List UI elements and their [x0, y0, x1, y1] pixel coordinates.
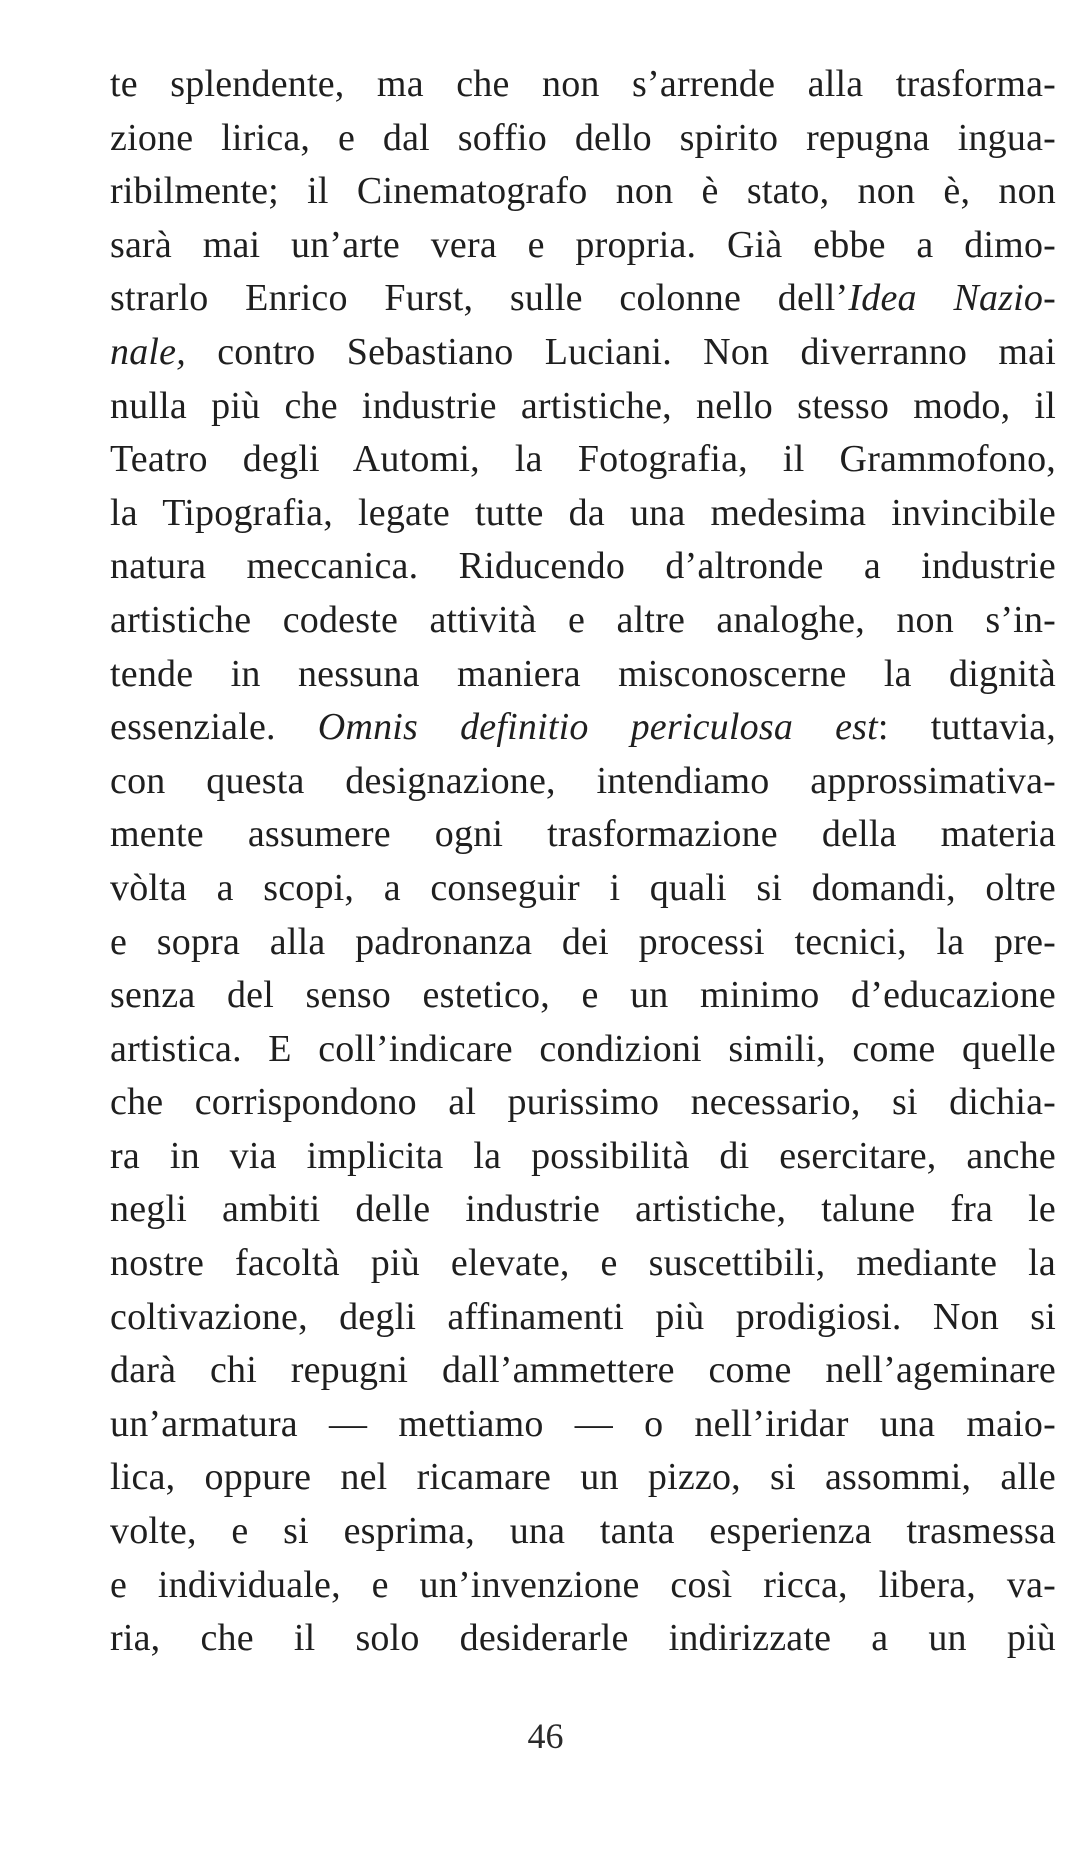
text-span: un’armatura — mettiamo — o nell’iridar una maio-	[110, 1402, 1056, 1445]
text-span: zione lirica, e dal soffio dello spirito repugna ingua-	[110, 116, 1056, 159]
text-line	[110, 969, 1056, 1023]
text-line	[110, 272, 1056, 326]
italic-text-span: nale,	[110, 330, 186, 373]
text-line	[110, 1076, 1056, 1130]
text-span: te splendente, ma che non s’arrende alla trasforma-	[110, 63, 1056, 105]
text-span: sarà mai un’arte vera e propria. Già ebbe a dimo-	[110, 223, 1056, 266]
text-span: nostre facoltà più elevate, e suscettibili, mediante la	[110, 1242, 1056, 1285]
text-span: e sopra alla padronanza dei processi tecnici, la pre-	[110, 920, 1056, 963]
text-span: Teatro degli Automi, la Fotografia, il Grammofono,	[110, 438, 1056, 481]
text-line	[110, 487, 1056, 541]
text-line	[110, 648, 1056, 702]
text-line	[110, 540, 1056, 594]
text-span: la Tipografia, legate tutte da una medesima invincibile	[110, 491, 1056, 534]
text-line	[110, 165, 1056, 219]
text-span: vòlta a scopi, a conseguir i quali si domandi, oltre	[110, 866, 1056, 909]
text-line	[110, 701, 1056, 755]
text-line	[110, 1291, 1056, 1345]
text-line	[110, 1612, 1056, 1666]
text-line	[110, 808, 1056, 862]
text-line	[110, 755, 1056, 809]
body-text	[110, 58, 1056, 1666]
italic-text-span: Omnis definitio periculosa est	[317, 706, 878, 749]
text-span: contro Sebastiano Luciani. Non diverranno mai	[185, 330, 1056, 373]
text-line	[110, 1183, 1056, 1237]
text-line	[110, 380, 1056, 434]
text-line	[110, 862, 1056, 916]
text-span: natura meccanica. Riducendo d’altronde a industrie	[110, 545, 1056, 588]
text-span: lica, oppure nel ricamare un pizzo, si assommi, alle	[110, 1456, 1056, 1499]
text-span: artistiche codeste attività e altre analoghe, non s’in-	[110, 598, 1056, 641]
text-line	[110, 1398, 1056, 1452]
text-line	[110, 1559, 1056, 1613]
page-number: 46	[527, 1716, 564, 1756]
text-line	[110, 58, 1056, 112]
text-line	[110, 1023, 1056, 1077]
text-line	[110, 916, 1056, 970]
text-span: volte, e si esprima, una tanta esperienza trasmessa	[110, 1510, 1056, 1553]
text-span: nulla più che industrie artistiche, nello stesso modo, il	[110, 384, 1056, 427]
text-span: darà chi repugni dall’ammettere come nell’ageminare	[110, 1349, 1056, 1392]
text-span: coltivazione, degli affinamenti più prodigiosi. Non si	[110, 1295, 1056, 1338]
text-span: ra in via implicita la possibilità di esercitare, anche	[110, 1134, 1056, 1177]
text-span: con questa designazione, intendiamo approssimativa-	[110, 759, 1056, 802]
text-line	[110, 1130, 1056, 1184]
text-line	[110, 594, 1056, 648]
text-line	[110, 112, 1056, 166]
text-line	[110, 219, 1056, 273]
text-span: essenziale.	[110, 706, 318, 749]
text-line	[110, 326, 1056, 380]
text-line	[110, 1237, 1056, 1291]
text-span: senza del senso estetico, e un minimo d’educazione	[110, 974, 1056, 1017]
text-span: tende in nessuna maniera misconoscerne la dignità	[110, 652, 1056, 695]
text-line	[110, 1505, 1056, 1559]
text-span: che corrispondono al purissimo necessario, si dichia-	[110, 1081, 1056, 1124]
text-line	[110, 1344, 1056, 1398]
text-span: strarlo Enrico Furst, sulle colonne dell’	[110, 277, 849, 320]
text-span: ria, che il solo desiderarle indirizzate a un più	[110, 1617, 1056, 1660]
text-span: ribilmente; il Cinematografo non è stato, non è, non	[110, 170, 1056, 213]
italic-text-span: Idea Nazio-	[848, 277, 1056, 320]
text-span: mente assumere ogni trasformazione della materia	[110, 813, 1056, 856]
text-span: : tuttavia,	[877, 706, 1056, 749]
text-span: negli ambiti delle industrie artistiche, talune fra le	[110, 1188, 1056, 1231]
text-line	[110, 1451, 1056, 1505]
text-span: e individuale, e un’invenzione così ricca, libera, va-	[110, 1563, 1056, 1606]
text-span: artistica. E coll’indicare condizioni simili, come quelle	[110, 1027, 1056, 1070]
text-line	[110, 433, 1056, 487]
